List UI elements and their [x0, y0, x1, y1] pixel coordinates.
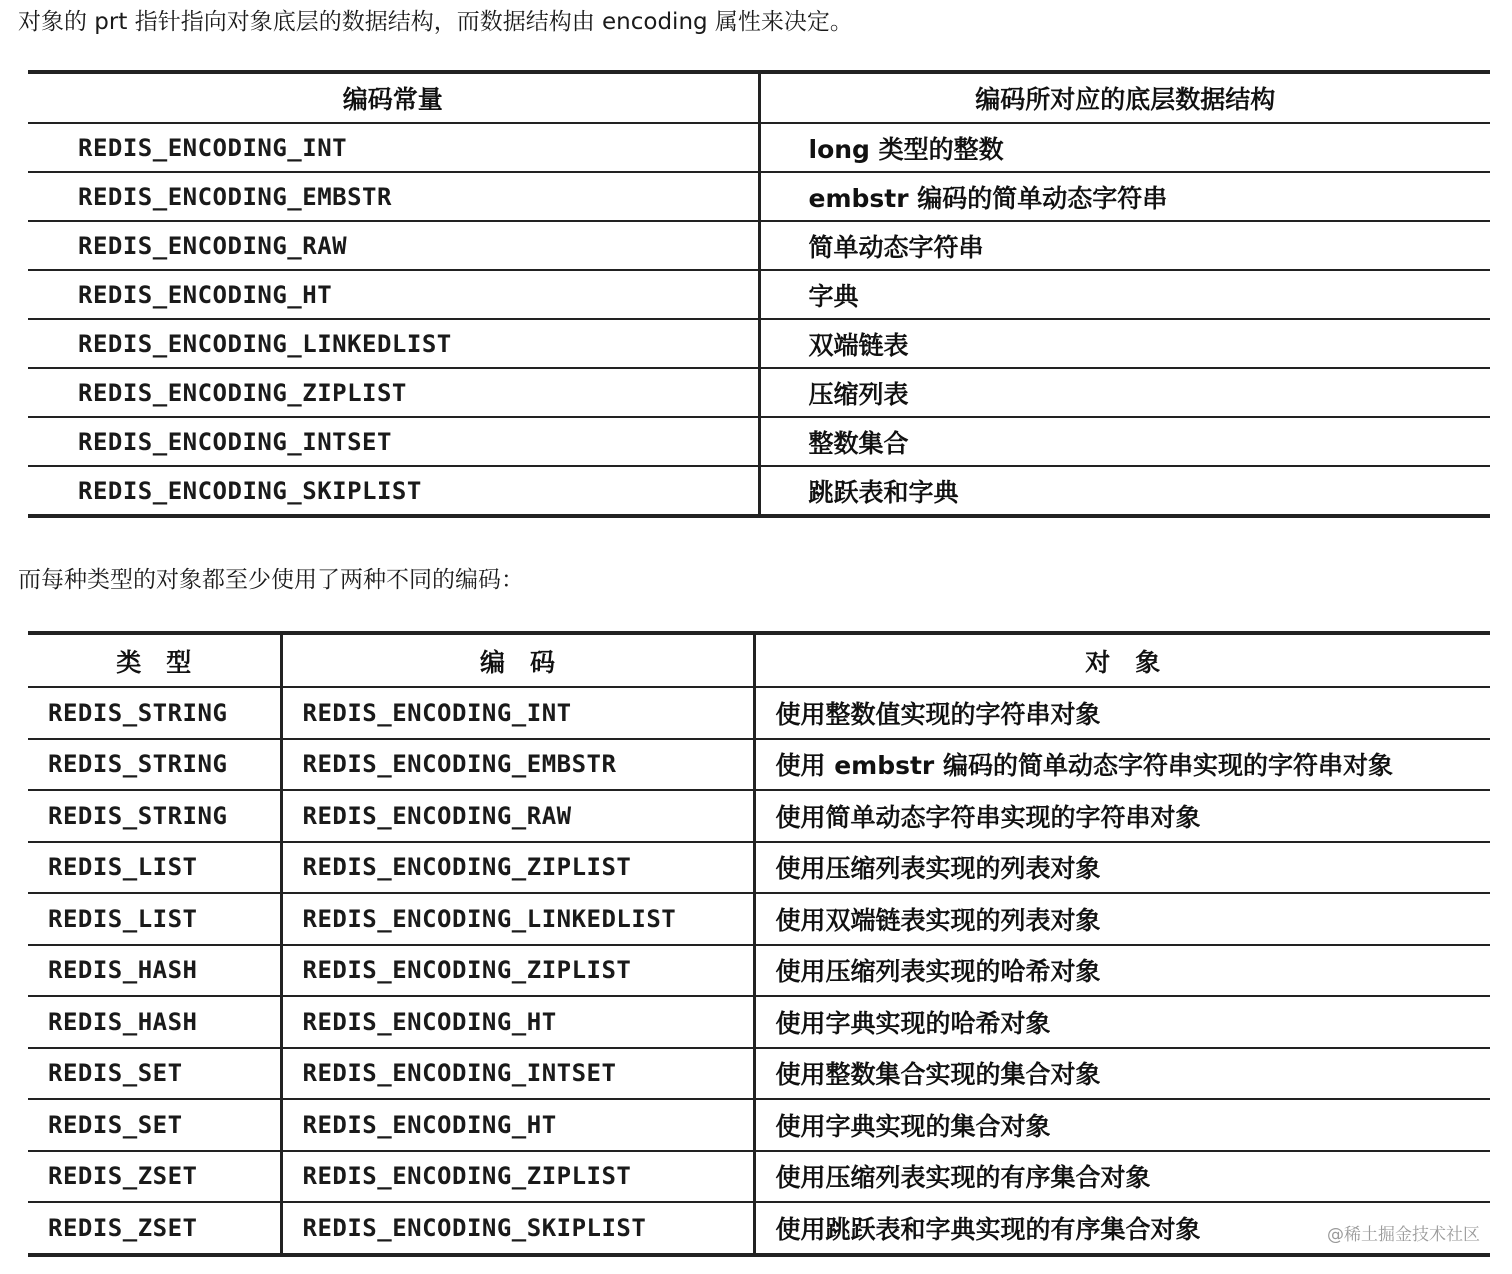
cell-type: REDIS_HASH	[28, 945, 281, 997]
table-row	[28, 172, 1490, 221]
cell-type: REDIS_HASH	[28, 996, 281, 1048]
table-row	[28, 1048, 1490, 1100]
table-row	[28, 687, 1490, 739]
table-row	[28, 1151, 1490, 1203]
cell-underlying-structure: embstr 编码的简单动态字符串	[759, 172, 1490, 221]
header-underlying-structure: 编码所对应的底层数据结构	[759, 72, 1490, 123]
cell-object: 使用 embstr 编码的简单动态字符串实现的字符串对象	[754, 739, 1490, 791]
type-encoding-object-table	[28, 631, 1490, 1257]
header-object: 对 象	[754, 633, 1490, 687]
cell-encoding: REDIS_ENCODING_HT	[281, 996, 754, 1048]
cell-encoding-constant: REDIS_ENCODING_INT	[28, 123, 759, 172]
cell-underlying-structure: 跳跃表和字典	[808, 477, 959, 507]
cell-object: 使用压缩列表实现的哈希对象	[754, 945, 1490, 997]
watermark: @稀土掘金技术社区	[1327, 1225, 1480, 1245]
table-header-row	[28, 633, 1490, 687]
table-row	[28, 945, 1490, 997]
header-encoding-constant: 编码常量	[28, 72, 759, 123]
table-row	[28, 842, 1490, 894]
cell-encoding: REDIS_ENCODING_ZIPLIST	[281, 1151, 754, 1203]
cell-encoding: REDIS_ENCODING_RAW	[281, 790, 754, 842]
cell-underlying-structure: 字典	[759, 270, 1490, 319]
cell-encoding-constant: REDIS_ENCODING_INTSET	[28, 417, 759, 466]
cell-encoding-constant: REDIS_ENCODING_ZIPLIST	[28, 368, 759, 417]
cell-type: REDIS_ZSET	[28, 1151, 281, 1203]
cell-underlying-structure: 简单动态字符串	[759, 221, 1490, 270]
cell-encoding: REDIS_ENCODING_EMBSTR	[281, 739, 754, 791]
table-row	[28, 893, 1490, 945]
cell-underlying-structure: 整数集合	[759, 417, 1490, 466]
cell-encoding: REDIS_ENCODING_ZIPLIST	[281, 945, 754, 997]
table-row	[28, 417, 1490, 466]
encoding-constants-table	[28, 70, 1490, 518]
cell-type: REDIS_STRING	[28, 687, 281, 739]
table-row	[28, 123, 1490, 172]
cell-type: REDIS_STRING	[28, 790, 281, 842]
cell-type: REDIS_SET	[28, 1099, 281, 1151]
cell-object: 使用字典实现的哈希对象	[754, 996, 1490, 1048]
cell-object: 使用简单动态字符串实现的字符串对象	[754, 790, 1490, 842]
cell-encoding-constant: REDIS_ENCODING_EMBSTR	[28, 172, 759, 221]
header-type: 类 型	[28, 633, 281, 687]
cell-encoding: REDIS_ENCODING_ZIPLIST	[281, 842, 754, 894]
table-row	[28, 221, 1490, 270]
cell-underlying-structure: 双端链表	[759, 319, 1490, 368]
cell-encoding-constant: REDIS_ENCODING_HT	[28, 270, 759, 319]
cell-encoding-constant: REDIS_ENCODING_LINKEDLIST	[28, 319, 759, 368]
cell-type: REDIS_ZSET	[28, 1202, 281, 1255]
cell-encoding: REDIS_ENCODING_SKIPLIST	[281, 1202, 754, 1255]
table-header-row	[28, 72, 1490, 123]
cell-type: REDIS_SET	[28, 1048, 281, 1100]
table-row	[28, 466, 1490, 516]
table-row	[28, 790, 1490, 842]
table-row	[28, 319, 1490, 368]
cell-underlying-structure: 压缩列表	[759, 368, 1490, 417]
cell-object: 使用压缩列表实现的列表对象	[754, 842, 1490, 894]
cell-object: 使用字典实现的集合对象	[754, 1099, 1490, 1151]
table-row	[28, 996, 1490, 1048]
cell-encoding-constant: REDIS_ENCODING_RAW	[28, 221, 759, 270]
cell-encoding: REDIS_ENCODING_INTSET	[281, 1048, 754, 1100]
header-encoding: 编 码	[281, 633, 754, 687]
cell-type: REDIS_LIST	[28, 842, 281, 894]
cell-object: 使用跳跃表和字典实现的有序集合对象	[775, 1214, 1201, 1244]
cell-encoding-constant: REDIS_ENCODING_SKIPLIST	[28, 466, 759, 516]
cell-encoding: REDIS_ENCODING_INT	[281, 687, 754, 739]
intro-paragraph: 对象的 prt 指针指向对象底层的数据结构，而数据结构由 encoding 属性来决定。	[18, 9, 853, 35]
table-row	[28, 739, 1490, 791]
cell-object: 使用整数值实现的字符串对象	[754, 687, 1490, 739]
table-row	[28, 1099, 1490, 1151]
table-row	[28, 368, 1490, 417]
table-row	[28, 1202, 1490, 1255]
cell-encoding: REDIS_ENCODING_LINKEDLIST	[281, 893, 754, 945]
cell-object: 使用双端链表实现的列表对象	[754, 893, 1490, 945]
intro-paragraph-2: 而每种类型的对象都至少使用了两种不同的编码：	[18, 567, 524, 593]
cell-underlying-structure: long 类型的整数	[759, 123, 1490, 172]
cell-encoding: REDIS_ENCODING_HT	[281, 1099, 754, 1151]
cell-object: 使用整数集合实现的集合对象	[754, 1048, 1490, 1100]
cell-type: REDIS_STRING	[28, 739, 281, 791]
table-row	[28, 270, 1490, 319]
cell-type: REDIS_LIST	[28, 893, 281, 945]
cell-object: 使用压缩列表实现的有序集合对象	[754, 1151, 1490, 1203]
